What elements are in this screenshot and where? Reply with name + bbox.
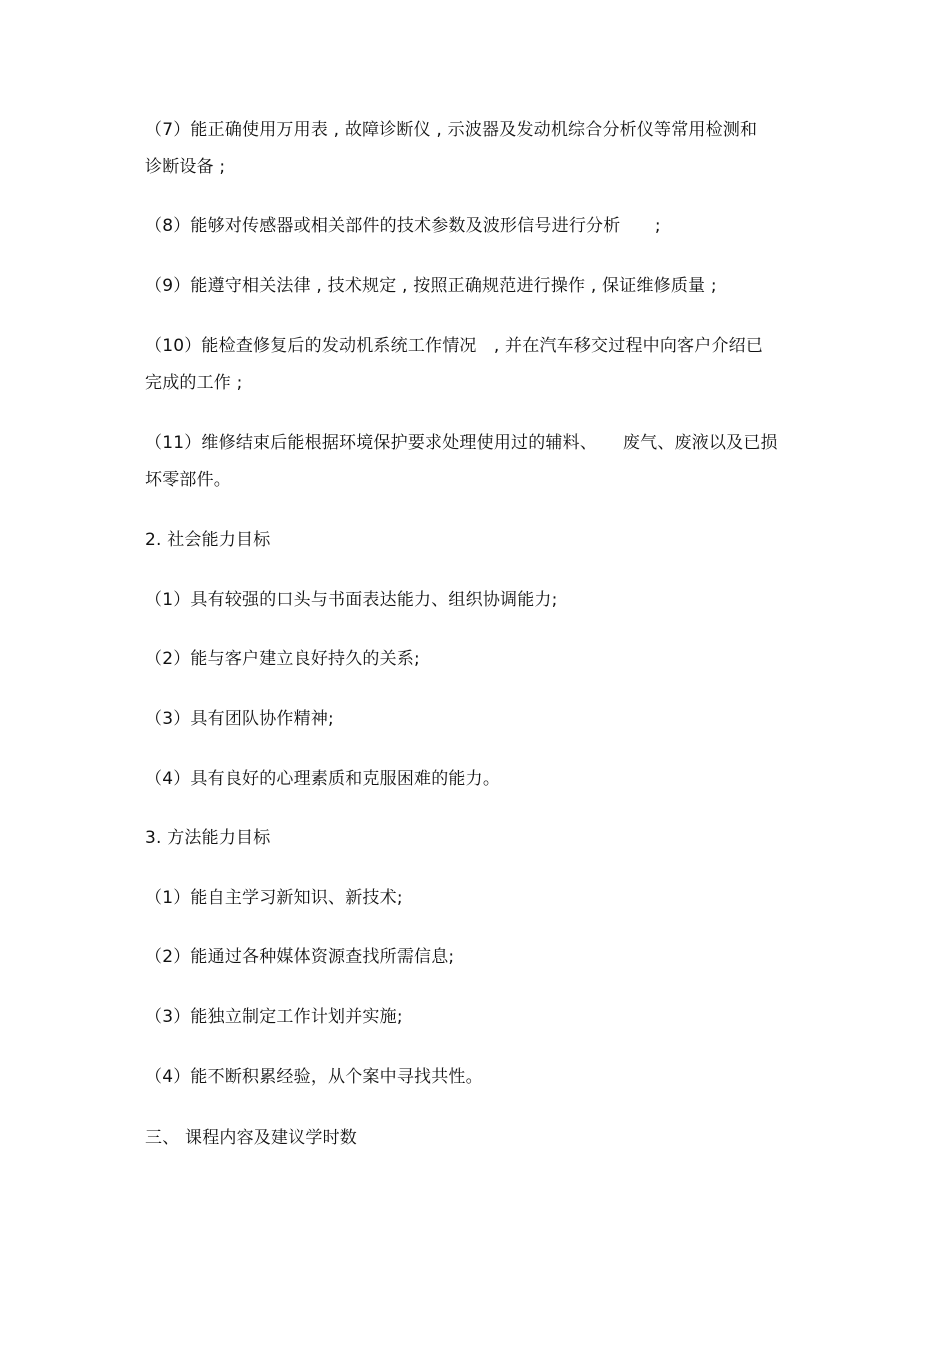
item-9: （9）能遵守相关法律 , 技术规定 , 按照正确规范进行操作 , 保证维修质量 ; xyxy=(145,276,717,296)
item-8: （8）能够对传感器或相关部件的技术参数及波形信号进行分析 ; xyxy=(145,216,661,236)
section-heading-course-content: 三、 课程内容及建议学时数 xyxy=(145,1128,358,1148)
item-7-line-1: （7）能正确使用万用表 , 故障诊断仪 , 示波器及发动机综合分析仪等常用检测和 xyxy=(145,120,758,140)
social-item-1: （1）具有较强的口头与书面表达能力、组织协调能力; xyxy=(145,590,558,610)
section-heading-method: 3. 方法能力目标 xyxy=(145,828,271,848)
item-11-line-1: （11）维修结束后能根据环境保护要求处理使用过的辅料、 废气、废液以及已损 xyxy=(145,433,778,453)
method-item-4: （4）能不断积累经验，从个案中寻找共性。 xyxy=(145,1067,483,1087)
social-item-3: （3）具有团队协作精神; xyxy=(145,709,334,729)
item-7-line-2: 诊断设备 ; xyxy=(145,157,226,177)
section-heading-social: 2. 社会能力目标 xyxy=(145,530,271,550)
item-10-line-2: 完成的工作 ; xyxy=(145,373,243,393)
social-item-2: （2）能与客户建立良好持久的关系; xyxy=(145,649,420,669)
social-item-4: （4）具有良好的心理素质和克服困难的能力。 xyxy=(145,769,501,789)
method-item-2: （2）能通过各种媒体资源查找所需信息; xyxy=(145,947,455,967)
item-11-line-2: 坏零部件。 xyxy=(145,470,231,490)
method-item-3: （3）能独立制定工作计划并实施; xyxy=(145,1007,403,1027)
item-10-line-1: （10）能检查修复后的发动机系统工作情况 , 并在汽车移交过程中向客户介绍已 xyxy=(145,336,764,356)
method-item-1: （1）能自主学习新知识、新技术; xyxy=(145,888,403,908)
